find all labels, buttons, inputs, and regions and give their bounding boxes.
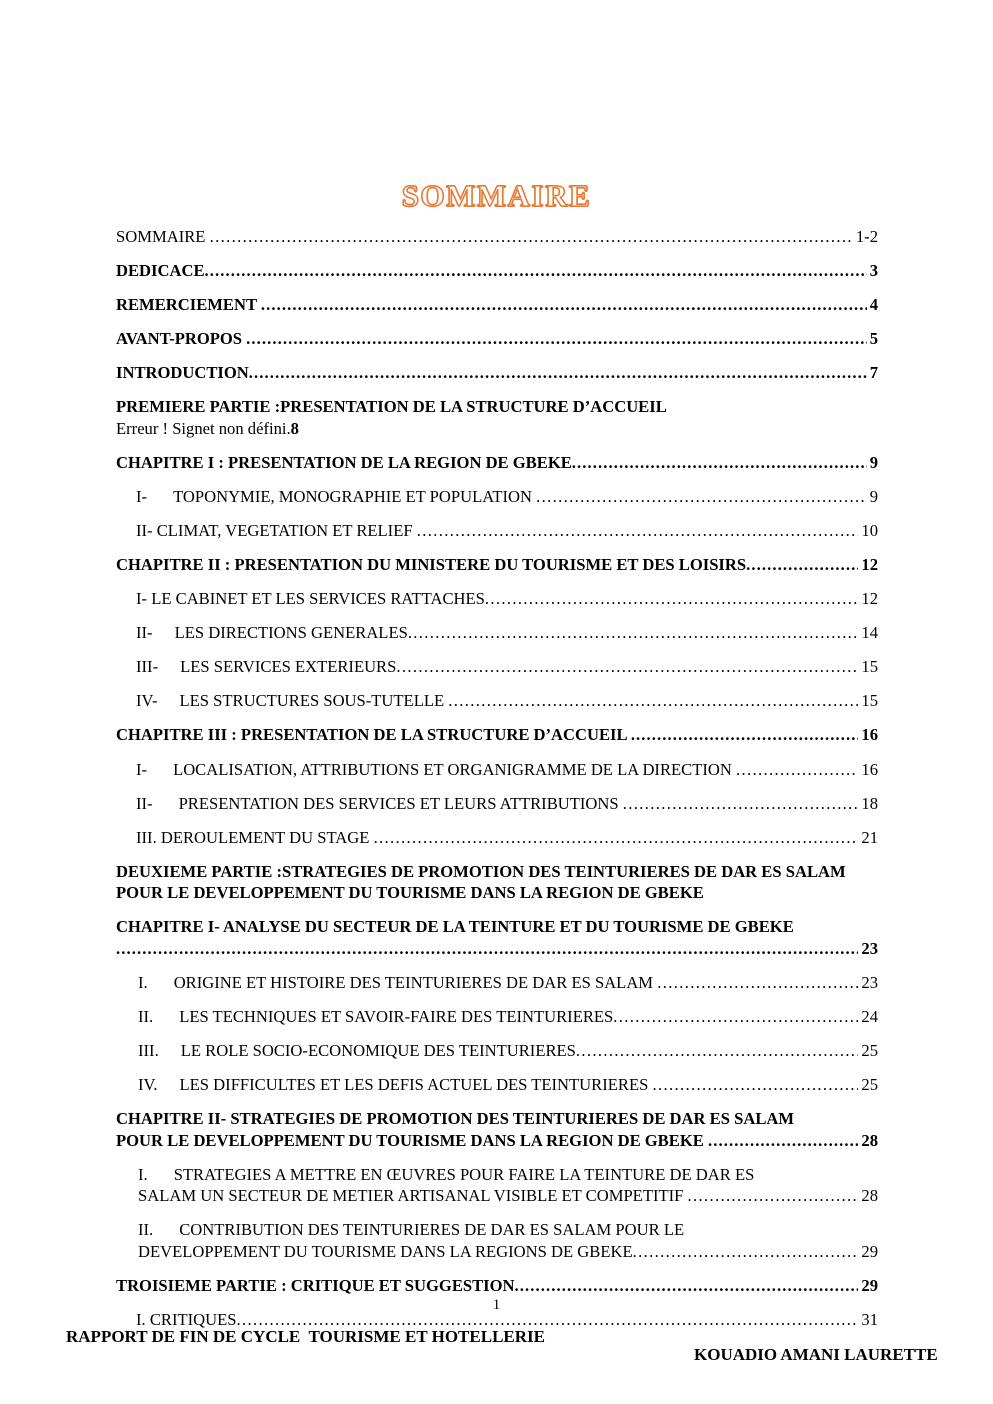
toc-page-number: 25	[861, 1075, 878, 1095]
toc-leader	[261, 294, 867, 316]
toc-page-number: 15	[861, 657, 878, 677]
toc-entry-label-line2: DEVELOPPEMENT DU TOURISME DANS LA REGIONS DE GBEKE	[138, 1242, 633, 1261]
toc-leader	[116, 938, 858, 960]
toc-entry[interactable]	[116, 294, 878, 316]
toc-entry-marker: I.	[138, 1164, 148, 1184]
footer-report-title: RAPPORT DE FIN DE CYCLE TOURISME ET HOTELLERIE	[66, 1327, 545, 1346]
toc-leader	[448, 690, 858, 712]
toc-entry-label-line1: CHAPITRE II- STRATEGIES DE PROMOTION DES TEINTURIERES DE DAR ES SALAM	[116, 1109, 795, 1129]
toc-entry[interactable]	[138, 1040, 878, 1062]
toc-page-number: 10	[861, 521, 878, 541]
toc-entry[interactable]	[136, 622, 878, 644]
toc-leader	[746, 554, 858, 576]
footer-author-name: KOUADIO AMANI LAURETTE	[694, 1345, 938, 1364]
toc-entry-label: III. DEROULEMENT DU STAGE	[136, 827, 374, 847]
toc-leader	[515, 1275, 859, 1297]
toc-entry-label: I. CRITIQUES	[136, 1310, 237, 1330]
toc-entry-chapitre-ii-strategies[interactable]	[116, 1108, 878, 1151]
toc-entry[interactable]	[136, 793, 878, 815]
toc-leader	[249, 362, 867, 384]
toc-page-number: 28	[861, 1186, 878, 1206]
toc-entry-label: DEUXIEME PARTIE :STRATEGIES DE PROMOTION DES TEINTURIERES DE DAR ES SALAM POUR LE DEVELOPPEMENT DU TOURISME DANS LA REGION DE GBEKE	[116, 861, 846, 903]
toc-entry[interactable]	[136, 827, 878, 849]
toc-entry-label-line2: POUR LE DEVELOPPEMENT DU TOURISME DANS LA REGION DE GBEKE	[116, 1130, 708, 1150]
toc-page-number: 15	[861, 691, 878, 711]
toc-entry[interactable]	[116, 362, 878, 384]
toc-page-number: 16	[861, 725, 878, 745]
toc-entry-label-line1: STRATEGIES A METTRE EN ŒUVRES POUR FAIRE LA TEINTURE DE DAR ES	[173, 1164, 755, 1184]
toc-page-number: 8	[290, 418, 299, 438]
toc-entry-marker: II-	[136, 623, 153, 643]
toc-entry-label-line2: SALAM UN SECTEUR DE METIER ARTISANAL VISIBLE ET COMPETITIF	[138, 1186, 688, 1206]
toc-entry[interactable]	[116, 260, 878, 282]
toc-entry[interactable]	[138, 1074, 878, 1096]
toc-entry[interactable]	[136, 759, 878, 781]
toc-page-number: 28	[861, 1130, 878, 1150]
toc-leader	[633, 1241, 859, 1263]
toc-leader	[396, 656, 858, 678]
toc-entry[interactable]	[116, 226, 878, 248]
toc-entry[interactable]	[116, 554, 878, 576]
toc-entry-label: LES SERVICES EXTERIEURS	[180, 657, 397, 677]
toc-leader	[631, 724, 859, 746]
page-footer	[0, 1327, 993, 1387]
toc-entry-premiere-partie[interactable]	[116, 396, 878, 439]
table-of-contents	[116, 226, 878, 1343]
toc-leader	[408, 622, 859, 644]
toc-entry-label: AVANT-PROPOS	[116, 329, 247, 349]
toc-entry-label: LES DIRECTIONS GENERALES	[174, 623, 408, 643]
toc-leader	[246, 328, 867, 350]
toc-entry[interactable]	[138, 1006, 878, 1028]
toc-page-number: 12	[861, 555, 878, 575]
toc-entry-marker: III.	[138, 1041, 159, 1061]
toc-leader	[374, 827, 859, 849]
toc-entry-label: I- LE CABINET ET LES SERVICES RATTACHES	[136, 589, 485, 609]
toc-entry-label: CHAPITRE I : PRESENTATION DE LA REGION DE GBEKE	[116, 452, 572, 472]
toc-entry-label: SOMMAIRE	[116, 227, 210, 246]
toc-page-number: 16	[861, 759, 878, 779]
toc-entry-label: CHAPITRE III : PRESENTATION DE LA STRUCTURE D’ACCUEIL	[116, 725, 631, 745]
toc-entry[interactable]	[116, 1275, 878, 1297]
toc-entry[interactable]	[116, 724, 878, 746]
toc-entry-label: CHAPITRE II : PRESENTATION DU MINISTERE DU TOURISME ET DES LOISIRS	[116, 555, 747, 575]
toc-entry[interactable]	[136, 520, 878, 542]
toc-bookmark-error: Erreur ! Signet non défini.	[116, 418, 291, 438]
toc-entry-label: REMERCIEMENT	[116, 295, 261, 315]
toc-page-number: 7	[869, 363, 878, 383]
toc-page-number: 24	[861, 1007, 878, 1026]
toc-entry-marker: II.	[138, 1007, 154, 1026]
toc-entry-marker: I.	[138, 972, 148, 992]
toc-page-number: 21	[861, 827, 878, 847]
toc-entry[interactable]	[136, 656, 878, 678]
toc-page-number: 1-2	[855, 227, 878, 246]
toc-page-number: 12	[861, 589, 878, 609]
page-title: SOMMAIRE	[401, 178, 592, 213]
toc-page-number: 29	[861, 1276, 878, 1296]
toc-leader	[736, 759, 858, 781]
toc-entry-marker: I-	[136, 759, 148, 779]
toc-page-number: 9	[869, 487, 878, 506]
toc-entry-contribution[interactable]	[138, 1219, 878, 1262]
toc-entry-marker: IV.	[138, 1075, 158, 1095]
toc-entry[interactable]	[116, 452, 878, 474]
toc-entry-marker: I-	[136, 487, 148, 506]
toc-entry[interactable]	[136, 486, 878, 508]
toc-entry-strategies-mettre[interactable]	[138, 1164, 878, 1207]
toc-entry-label: PRESENTATION DES SERVICES ET LEURS ATTRIBUTIONS	[178, 793, 623, 813]
toc-leader	[210, 226, 853, 248]
toc-page-number: 25	[861, 1041, 878, 1061]
toc-page-number: 14	[861, 623, 878, 643]
toc-page-number: 29	[861, 1242, 878, 1261]
toc-page-number: 3	[869, 261, 878, 281]
toc-page-number: 18	[861, 793, 878, 813]
toc-entry-label: LES STRUCTURES SOUS-TUTELLE	[179, 691, 449, 711]
toc-entry-chapitre-i-analyse[interactable]	[116, 916, 878, 959]
toc-page-number: 5	[869, 329, 878, 349]
toc-page-number: 9	[869, 452, 878, 472]
toc-entry-label-line1: CONTRIBUTION DES TEINTURIERES DE DAR ES SALAM POUR LE	[179, 1220, 685, 1240]
toc-entry-label: ORIGINE ET HISTOIRE DES TEINTURIERES DE DAR ES SALAM	[173, 972, 658, 992]
toc-page-number: 31	[861, 1310, 878, 1330]
toc-entry[interactable]	[136, 588, 878, 610]
toc-leader	[613, 1006, 858, 1028]
toc-leader	[572, 452, 867, 474]
toc-entry-marker: II.	[138, 1220, 154, 1240]
toc-entry-marker: II-	[136, 793, 153, 813]
toc-leader	[536, 486, 867, 508]
toc-leader	[485, 588, 859, 610]
toc-leader	[417, 520, 859, 542]
toc-entry-label: LE ROLE SOCIO-ECONOMIQUE DES TEINTURIERES	[180, 1041, 576, 1061]
toc-entry-label: PREMIERE PARTIE :PRESENTATION DE LA STRUCTURE D’ACCUEIL	[116, 397, 667, 417]
toc-leader	[708, 1130, 858, 1152]
toc-entry-deuxieme-partie[interactable]	[116, 861, 878, 904]
toc-entry-label: CHAPITRE I- ANALYSE DU SECTEUR DE LA TEINTURE ET DU TOURISME DE GBEKE	[116, 917, 794, 937]
toc-leader	[205, 260, 867, 282]
toc-leader	[657, 972, 858, 994]
toc-entry[interactable]	[136, 690, 878, 712]
footer-page-number: 1	[492, 1297, 501, 1313]
toc-entry[interactable]	[116, 328, 878, 350]
toc-entry-label: DEDICACE	[116, 261, 205, 281]
toc-page-number: 23	[861, 938, 878, 958]
toc-entry-label: LOCALISATION, ATTRIBUTIONS ET ORGANIGRAMME DE LA DIRECTION	[173, 759, 737, 779]
toc-leader	[688, 1185, 859, 1207]
toc-leader	[576, 1040, 859, 1062]
toc-entry-label: TROISIEME PARTIE : CRITIQUE ET SUGGESTION	[116, 1276, 515, 1296]
toc-entry-label: LES DIFFICULTES ET LES DEFIS ACTUEL DES TEINTURIERES	[179, 1075, 653, 1095]
toc-entry-label: TOPONYMIE, MONOGRAPHIE ET POPULATION	[173, 487, 537, 506]
toc-entry-label: II- CLIMAT, VEGETATION ET RELIEF	[136, 521, 417, 541]
toc-entry-marker: III-	[136, 657, 159, 677]
toc-entry-label: LES TECHNIQUES ET SAVOIR-FAIRE DES TEINTURIERES	[179, 1007, 614, 1026]
toc-entry-label: INTRODUCTION	[116, 363, 249, 383]
toc-page-number: 23	[861, 972, 878, 992]
toc-page-number: 4	[869, 295, 878, 315]
toc-entry-marker: IV-	[136, 691, 158, 711]
toc-entry[interactable]	[138, 972, 878, 994]
toc-leader	[623, 793, 859, 815]
toc-leader	[652, 1074, 858, 1096]
